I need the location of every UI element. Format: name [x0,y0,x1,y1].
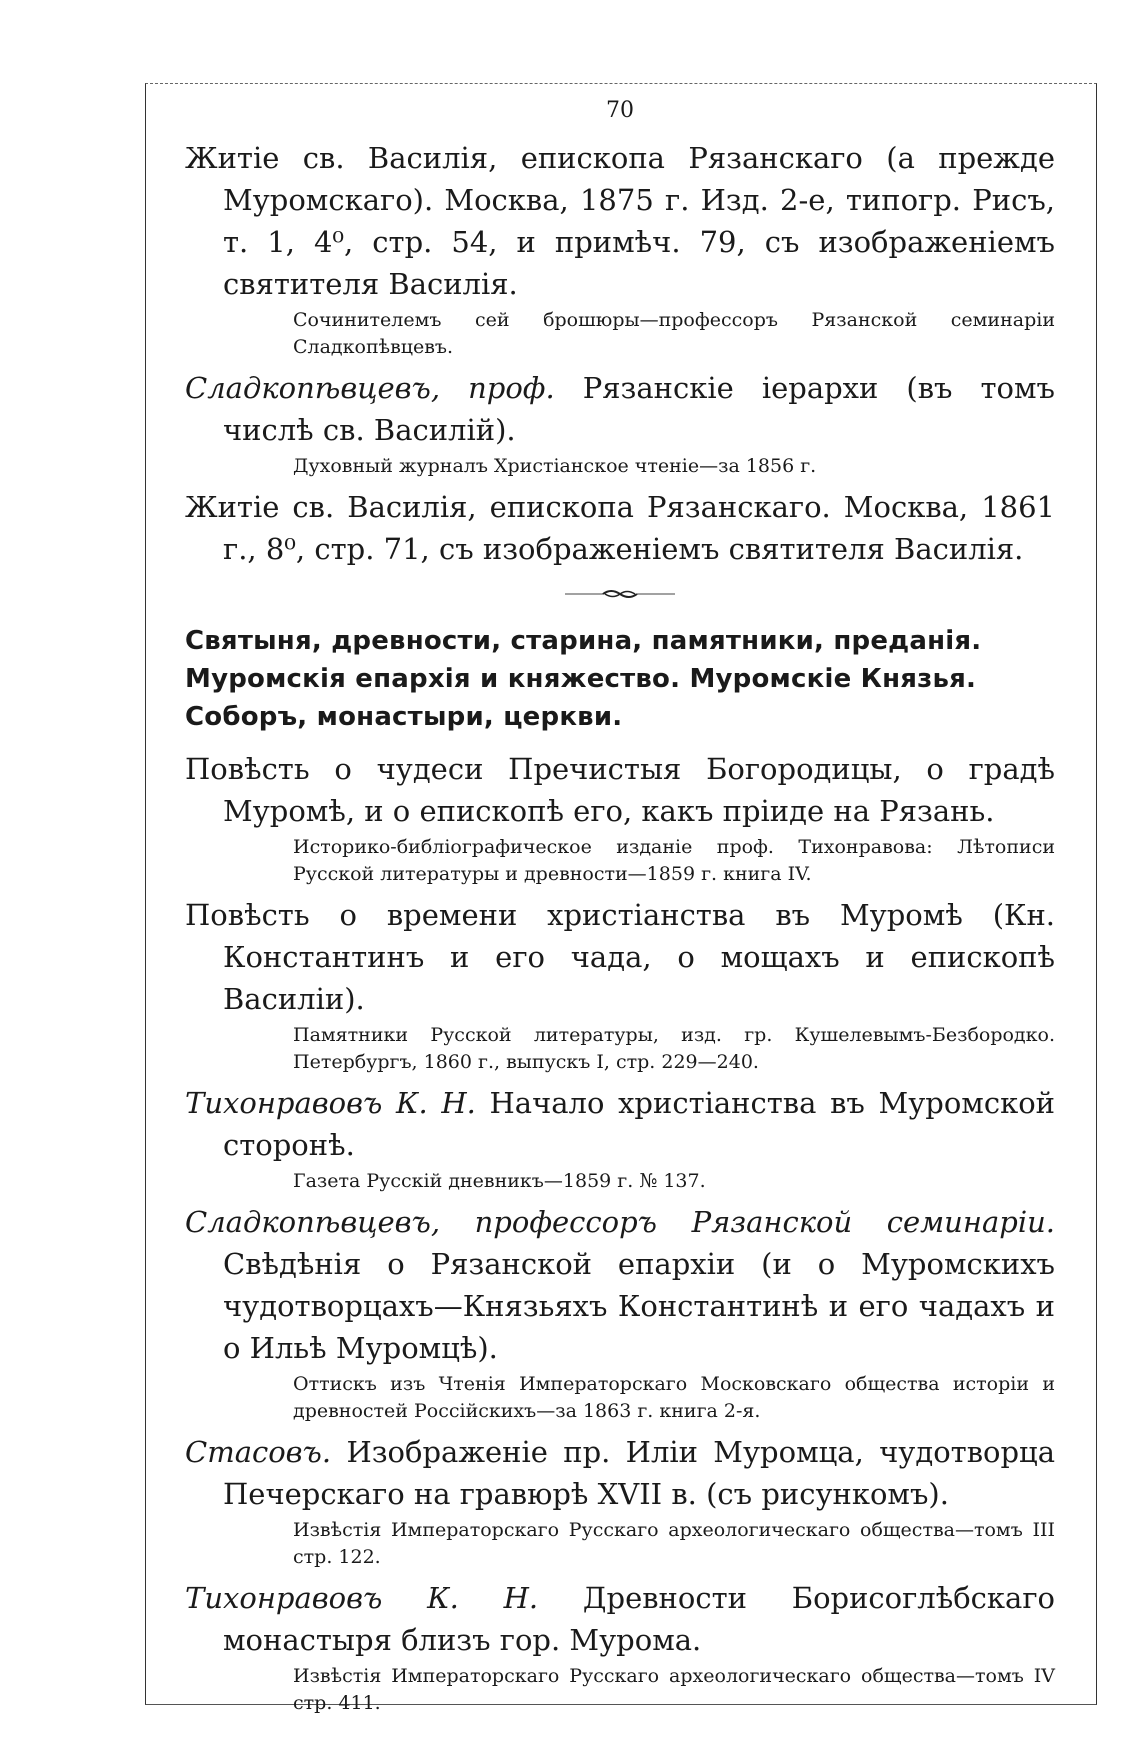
entry-note: Оттискъ изъ Чтенія Императорскаго Московскаго общества исторіи и древностей Россійскихъ—за 1863 г. книга 2-я. [293,1373,1055,1422]
entry-author: Сладкопѣвцевъ, проф. [185,371,555,405]
entry-note: Сочинителемъ сей брошюры—профессоръ Рязанской семинаріи Сладкопѣвцевъ. [293,309,1055,358]
entry-note: Извѣстія Императорскаго Русскаго археологическаго общества—томъ III стр. 122. [293,1519,1055,1568]
entry [185,1577,1055,1717]
entry-title: Повѣсть о чудеси Пречистыя Богородицы, о градѣ Муромѣ, и о епископѣ его, какъ пріиде на Рязань. [185,752,1055,828]
entry-title: Повѣсть о времени христіанства въ Муромѣ (Кн. Константинъ и его чада, о мощахъ и епископѣ Василіи). [185,898,1055,1016]
entry-main [185,1201,1055,1369]
entry [185,1082,1055,1195]
entry [185,894,1055,1076]
ornament-divider [565,586,675,600]
entry-title: Свѣдѣнія о Рязанской епархіи (и о Муромскихъ чудотворцахъ—Князьяхъ Константинѣ и его чадахъ и о Ильѣ Муромцѣ). [223,1247,1055,1365]
entry-note: Извѣстія Императорскаго Русскаго археологическаго общества—томъ IV стр. 411. [293,1665,1055,1714]
ornament-icon [565,587,675,601]
entry-title: Начало христіанства въ Муромской сторонѣ. [223,1086,1055,1162]
entry [185,1431,1055,1571]
entry-main [185,748,1055,832]
entry-title: Житіе св. Василія, епископа Рязанскаго (а прежде Муромскаго). Москва, 1875 г. Изд. 2-е, типогр. Рисъ, т. 1, 4⁰, стр. 54, и примѣч. 79, съ изображеніемъ святителя Василія. [185,141,1055,301]
entry-author: Стасовъ. [185,1435,332,1469]
entry [185,748,1055,888]
entry-note: Историко-библіографическое изданіе проф. Тихонравова: Лѣтописи Русской литературы и древности—1859 г. книга IV. [293,836,1055,885]
entry-note: Памятники Русской литературы, изд. гр. Кушелевымъ-Безбородко. Петербургъ, 1860 г., выпускъ I, стр. 229—240. [293,1024,1055,1073]
section-heading: Святыня, древности, старина, памятники, преданія. Муромскія епархія и княжество. Муромскіе Князья. Соборъ, монастыри, церкви. [185,626,982,732]
entry-main [185,894,1055,1020]
entry [185,486,1055,570]
entry-note: Газета Русскій дневникъ—1859 г. № 137. [293,1170,706,1192]
page-number: 70 [606,98,634,123]
entry [185,367,1055,480]
entry-main [185,1431,1055,1515]
entry-main [185,137,1055,305]
entry-title: Древности Борисоглѣбскаго монастыря близъ гор. Мурома. [223,1581,1055,1657]
entry-main [185,1082,1055,1166]
entry-author: Тихонравовъ К. Н. [185,1086,476,1120]
entry-title: Житіе св. Василія, епископа Рязанскаго. Москва, 1861 г., 8⁰, стр. 71, съ изображеніемъ святителя Василія. [185,490,1055,566]
entry-author: Сладкопѣвцевъ, профессоръ Рязанской семинаріи. [185,1205,1055,1239]
entry [185,137,1055,361]
entry-main [185,1577,1055,1661]
entry-title: Изображеніе пр. Иліи Муромца, чудотворца Печерскаго на гравюрѣ XVII в. (съ рисункомъ). [223,1435,1055,1511]
entry [185,1201,1055,1425]
page-content [185,98,1055,1723]
entry-note: Духовный журналъ Христіанское чтеніе—за 1856 г. [293,455,817,477]
entry-main [185,367,1055,451]
entry-title: Рязанскіе іерархи (въ томъ числѣ св. Василій). [223,371,1056,447]
entry-main [185,486,1055,570]
entry-author: Тихонравовъ К. Н. [185,1581,539,1615]
